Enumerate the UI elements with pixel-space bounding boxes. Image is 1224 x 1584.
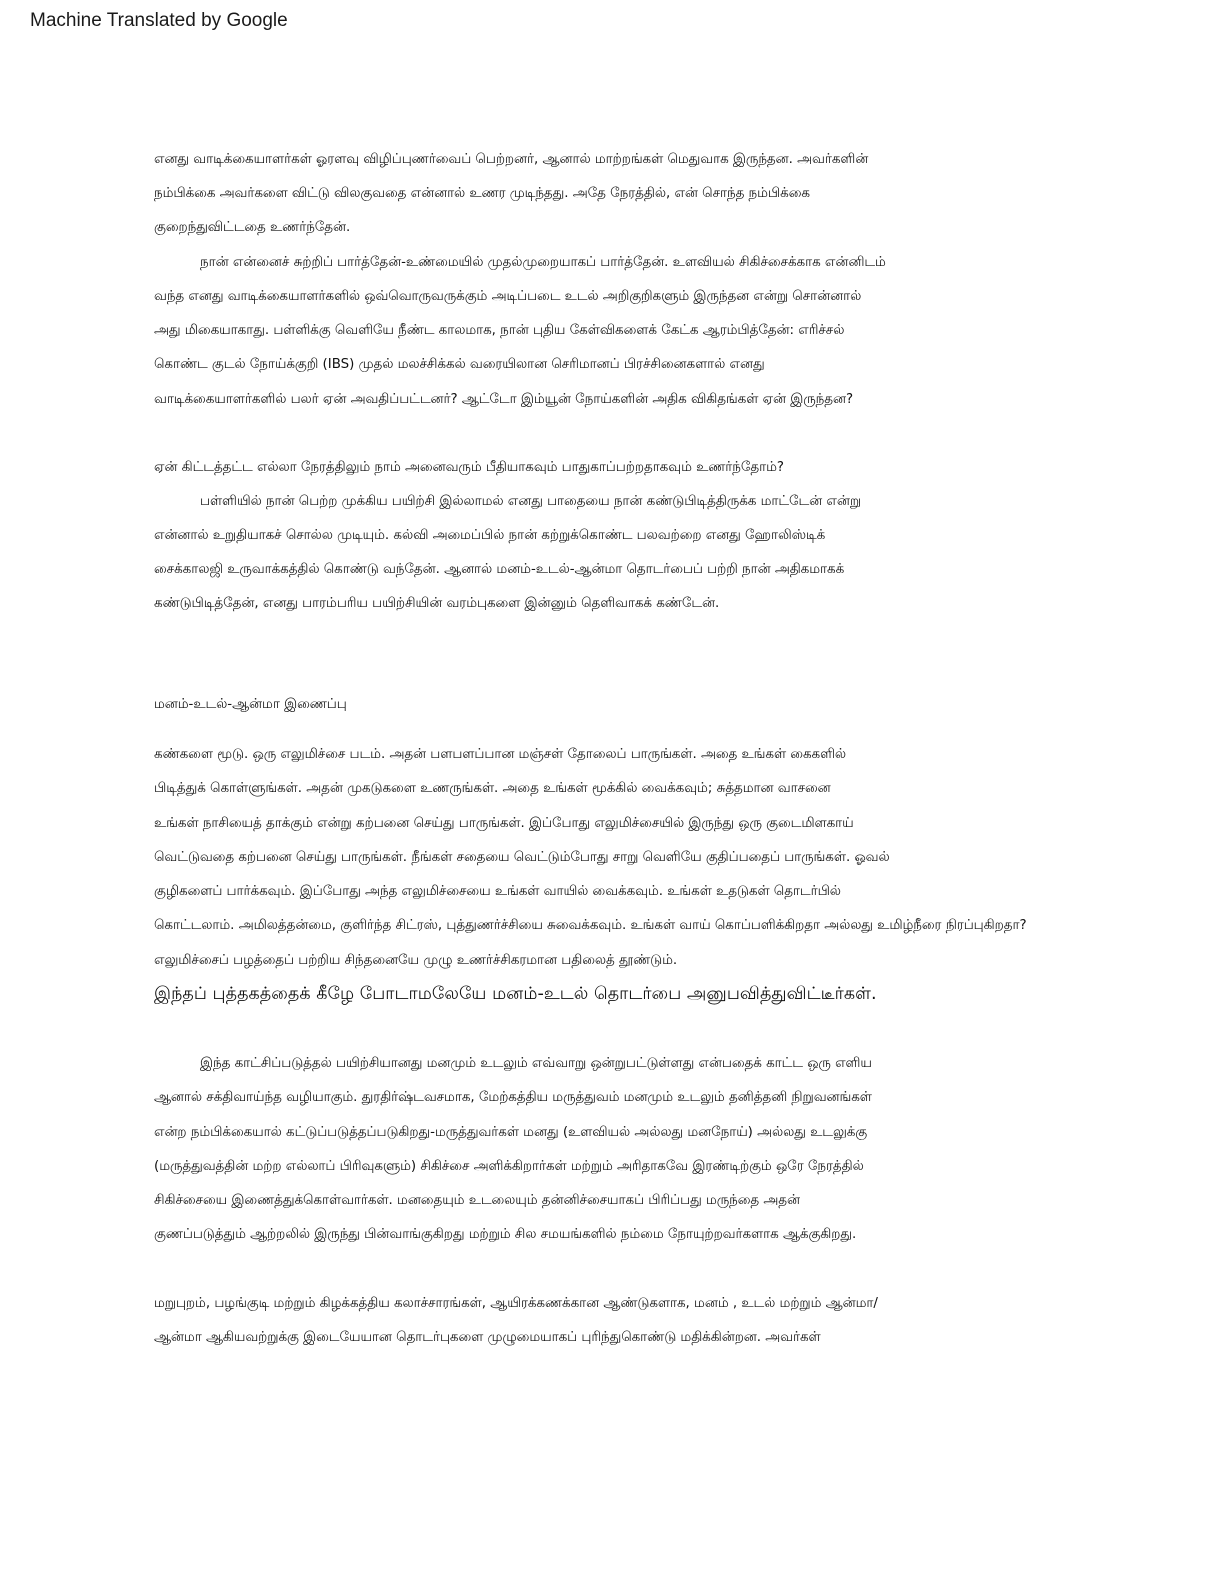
text-line: கண்களை மூடு. ஒரு எலுமிச்சை படம். அதன் பளபளப்பான மஞ்சள் தோலைப் பாருங்கள். அதை உங்கள் கைகளில் — [154, 747, 847, 762]
text-line: ஆனால் சக்திவாய்ந்த வழியாகும். துரதிர்ஷ்டவசமாக, மேற்கத்திய மருத்துவம் மனமும் உடலும் தனித்தனி நிறுவனங்கள் — [154, 1090, 872, 1105]
section-heading: மனம்-உடல்-ஆன்மா இணைப்பு — [154, 697, 347, 712]
text-line: கண்டுபிடித்தேன், எனது பாரம்பரிய பயிற்சியின் வரம்புகளை இன்னும் தெளிவாகக் கண்டேன். — [154, 596, 720, 611]
text-line: எனது வாடிக்கையாளர்கள் ஓரளவு விழிப்புணர்வைப் பெற்றனர், ஆனால் மாற்றங்கள் மெதுவாக இருந்தன. அவர்களின் — [154, 152, 869, 167]
text-line: வெட்டுவதை கற்பனை செய்து பாருங்கள். நீங்கள் சதையை வெட்டும்போது சாறு வெளியே குதிப்பதைப் பாருங்கள். ஓவல் — [154, 850, 890, 865]
text-line: அது மிகையாகாது. பள்ளிக்கு வெளியே நீண்ட காலமாக, நான் புதிய கேள்விகளைக் கேட்க ஆரம்பித்தேன்: எரிச்சல் — [154, 323, 845, 338]
text-line: உங்கள் நாசியைத் தாக்கும் என்று கற்பனை செய்து பாருங்கள். இப்போது எலுமிச்சையில் இருந்து ஒரு குடைமிளகாய் — [154, 816, 854, 831]
emphasis-line: இந்தப் புத்தகத்தைக் கீழே போடாமலேயே மனம்-உடல் தொடர்பை அனுபவித்துவிட்டீர்கள். — [154, 984, 877, 1004]
text-line: வாடிக்கையாளர்களில் பலர் ஏன் அவதிப்பட்டனர்? ஆட்டோ இம்யூன் நோய்களின் அதிக விகிதங்கள் ஏன் இருந்தன? — [154, 392, 854, 407]
text-line: ஆன்மா ஆகியவற்றுக்கு இடையேயான தொடர்புகளை முழுமையாகப் புரிந்துகொண்டு மதிக்கின்றன. அவர்கள் — [154, 1330, 821, 1345]
text-line: என்னால் உறுதியாகச் சொல்ல முடியும். கல்வி அமைப்பில் நான் கற்றுக்கொண்ட பலவற்றை எனது ஹோலிஸ்டிக் — [154, 528, 826, 543]
text-line: நான் என்னைச் சுற்றிப் பார்த்தேன்-உண்மையில் முதல்முறையாகப் பார்த்தேன். உளவியல் சிகிச்சைக்காக என்னிடம் — [200, 255, 886, 270]
text-line: வந்த எனது வாடிக்கையாளர்களில் ஒவ்வொருவருக்கும் அடிப்படை உடல் அறிகுறிகளும் இருந்தன என்று சொன்னால் — [154, 289, 862, 304]
text-line: குறைந்துவிட்டதை உணர்ந்தேன். — [154, 220, 351, 235]
text-line: என்ற நம்பிக்கையால் கட்டுப்படுத்தப்படுகிறது-மருத்துவர்கள் மனது (உளவியல் அல்லது மனநோய்) அல்லது உடலுக்கு — [154, 1125, 868, 1140]
text-line: (மருத்துவத்தின் மற்ற எல்லாப் பிரிவுகளும்) சிகிச்சை அளிக்கிறார்கள் மற்றும் அரிதாகவே இரண்டிற்கும் ஒரே நேரத்தில் — [154, 1159, 864, 1174]
text-line: நம்பிக்கை அவர்களை விட்டு விலகுவதை என்னால் உணர முடிந்தது. அதே நேரத்தில், என் சொந்த நம்பிக்கை — [154, 186, 810, 201]
text-line: சிகிச்சையை இணைத்துக்கொள்வார்கள். மனதையும் உடலையும் தன்னிச்சையாகப் பிரிப்பது மருந்தை அதன் — [154, 1193, 800, 1208]
text-line: ஏன் கிட்டத்தட்ட எல்லா நேரத்திலும் நாம் அனைவரும் பீதியாகவும் பாதுகாப்பற்றதாகவும் உணர்ந்தோம்? — [154, 460, 784, 475]
text-line: இந்த காட்சிப்படுத்தல் பயிற்சியானது மனமும் உடலும் எவ்வாறு ஒன்றுபட்டுள்ளது என்பதைக் காட்ட ஒரு எளிய — [200, 1056, 872, 1071]
text-line: பள்ளியில் நான் பெற்ற முக்கிய பயிற்சி இல்லாமல் எனது பாதையை நான் கண்டுபிடித்திருக்க மாட்டேன் என்று — [200, 494, 862, 509]
text-line: கொண்ட குடல் நோய்க்குறி (IBS) முதல் மலச்சிக்கல் வரையிலான செரிமானப் பிரச்சினைகளால் எனது — [154, 357, 765, 372]
text-line: கொட்டலாம். அமிலத்தன்மை, குளிர்ந்த சிட்ரஸ், புத்துணர்ச்சியை சுவைக்கவும். உங்கள் வாய் கொப்பளிக்கிறதா அல்லது உமிழ்நீரை நிரப்புகிறதா? — [154, 918, 1027, 933]
text-line: பிடித்துக் கொள்ளுங்கள். அதன் முகடுகளை உணருங்கள். அதை உங்கள் மூக்கில் வைக்கவும்; சுத்தமான வாசனை — [154, 781, 831, 796]
text-line: குணப்படுத்தும் ஆற்றலில் இருந்து பின்வாங்குகிறது மற்றும் சில சமயங்களில் நம்மை நோயுற்றவர்களாக ஆக்குகிறது. — [154, 1227, 857, 1242]
text-line: சைக்காலஜி உருவாக்கத்தில் கொண்டு வந்தேன். ஆனால் மனம்-உடல்-ஆன்மா தொடர்பைப் பற்றி நான் அதிகமாகக் — [154, 562, 845, 577]
text-line: மறுபுறம், பழங்குடி மற்றும் கிழக்கத்திய கலாச்சாரங்கள், ஆயிரக்கணக்கான ஆண்டுகளாக, மனம் , உடல் மற்றும் ஆன்மா/ — [154, 1296, 878, 1311]
translation-banner: Machine Translated by Google — [30, 10, 288, 31]
text-line: எலுமிச்சைப் பழத்தைப் பற்றிய சிந்தனையே முழு உணர்ச்சிகரமான பதிலைத் தூண்டும். — [154, 953, 678, 968]
text-line: குழிகளைப் பார்க்கவும். இப்போது அந்த எலுமிச்சையை உங்கள் வாயில் வைக்கவும். உங்கள் உதடுகள் தொடர்பில் — [154, 884, 841, 899]
